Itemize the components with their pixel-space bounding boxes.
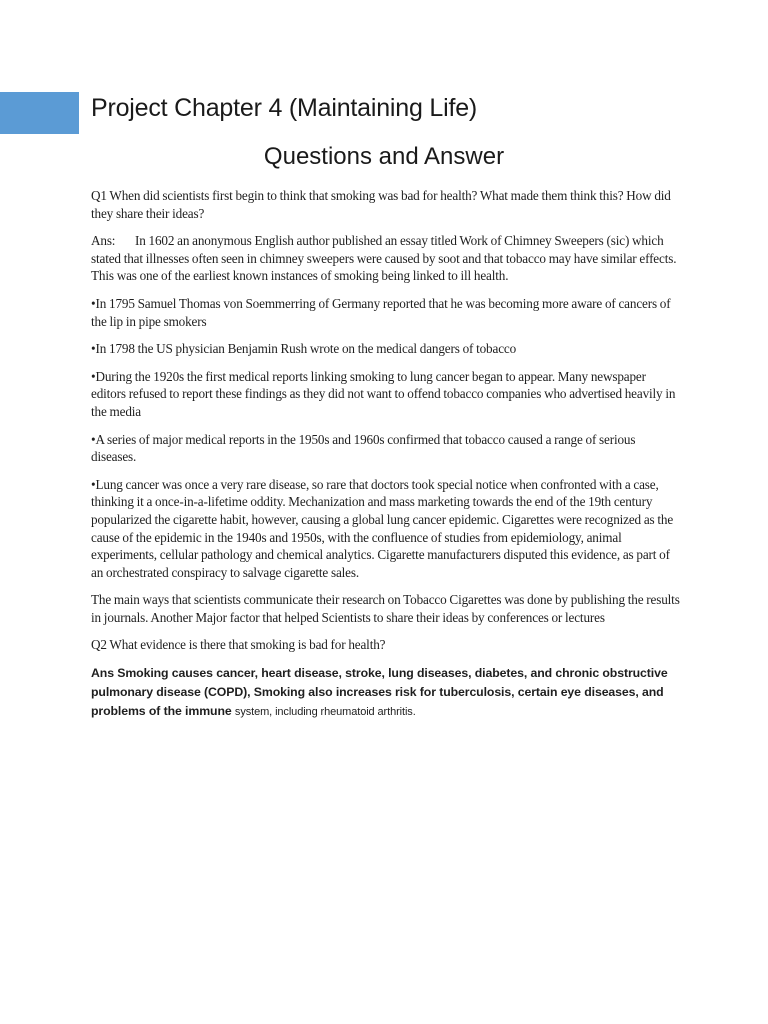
page-title: Project Chapter 4 (Maintaining Life) (91, 94, 478, 122)
answer-label: Ans: (91, 233, 116, 249)
q1-bullet: •During the 1920s the first medical reports linking smoking to lung cancer began to appear. Many newspaper editors refused to report these findings as they did not want to offend tobacco companies who advertised heavily in the media (91, 368, 676, 419)
q2-answer (91, 664, 681, 722)
q1-answer-text: In 1602 an anonymous English author published an essay titled Work of Chimney Sweepers (sic) which stated that illnesses often seen in chimney sweepers were caused by soot and that tobacco may have similar effects. This was one of the earliest known instances of smoking being linked to ill health. (91, 233, 677, 284)
q2-question: Q2 What evidence is there that smoking is bad for health? (91, 637, 386, 653)
q1-answer (91, 232, 681, 285)
q1-bullet: •In 1795 Samuel Thomas von Soemmerring of Germany reported that he was becoming more aware of cancers of the lip in pipe smokers (91, 295, 671, 329)
document-body (91, 187, 681, 722)
q2-answer-bold: Ans Smoking causes cancer, heart disease, stroke, lung diseases, diabetes, and chronic obstructive pulmonary disease (COPD), Smoking also increases risk for tuberculosis, certain eye diseases, and problems of the immune (91, 666, 668, 719)
page-subtitle: Questions and Answer (263, 143, 505, 170)
q2-answer-normal: system, including rheumatoid arthritis. (234, 706, 416, 719)
q1-bullet: •Lung cancer was once a very rare disease, so rare that doctors took special notice when confronted with a case, thinking it a once-in-a-lifetime oddity. Mechanization and mass marketing towards the end of the 19th century popularized the cigarette habit, however, causing a global lung cancer epidemic. Cigarettes were recognized as the cause of the epidemic in the 1940s and 1950s, with the confluence of studies from epidemiology, animal experiments, cellular pathology and chemical analytics. Cigarette manufacturers disputed this evidence, as part of an orchestrated conspiracy to salvage cigarette sales. (91, 476, 674, 580)
q1-closing: The main ways that scientists communicate their research on Tobacco Cigarettes was done by publishing the results in journals. Another Major factor that helped Scientists to share their ideas by conferences or lectures (91, 592, 680, 625)
q1-question: Q1 When did scientists first begin to think that smoking was bad for health? What made them think this? How did they share their ideas? (91, 188, 671, 221)
q1-bullet: •A series of major medical reports in the 1950s and 1960s confirmed that tobacco caused a range of serious diseases. (91, 431, 636, 465)
header-accent-bar (0, 92, 79, 134)
q1-bullet: •In 1798 the US physician Benjamin Rush wrote on the medical dangers of tobacco (91, 341, 517, 357)
